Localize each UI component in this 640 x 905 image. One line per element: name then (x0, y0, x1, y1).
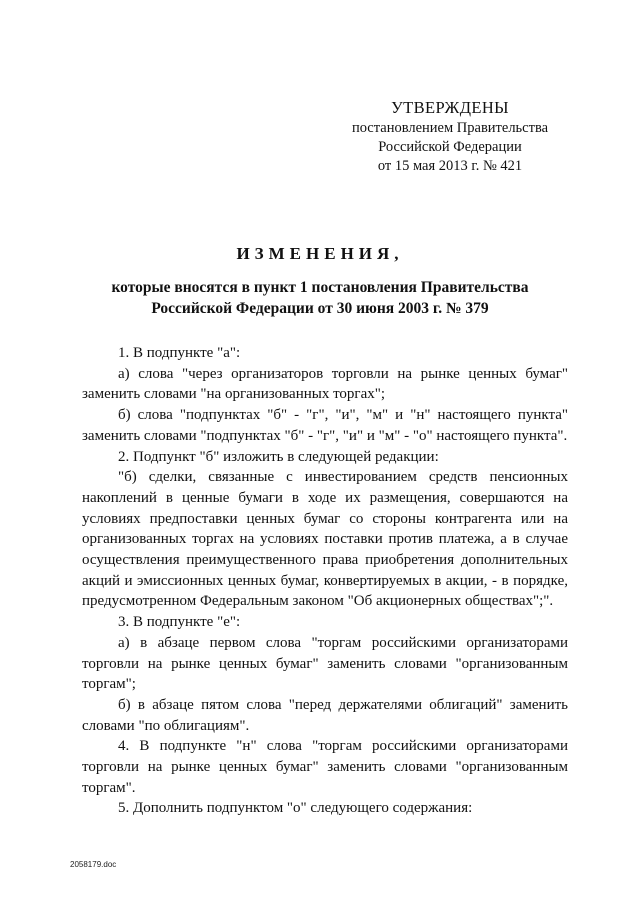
document-title-block (80, 242, 560, 319)
paragraph: "б) сделки, связанные с инвестированием средств пенсионных накоплений в ценные бумаги в ходе их размещения, совершаются на условиях предпоставки ценных бумаг со стороны контрагента или на организованных торгах на условиях поставки против платежа, а в случае осуществления преимущественного права приобретения дополнительных акций и эмиссионных ценных бумаг, конвертируемых в акции, - в порядке, предусмотренном Федеральным законом "Об акционерных обществах";". (82, 469, 568, 610)
approval-stamp-block (340, 96, 560, 176)
paragraph: 5. Дополнить подпунктом "о" следующего содержания: (118, 800, 473, 817)
document-title: ИЗМЕНЕНИЯ, (236, 244, 404, 263)
paragraph: а) в абзаце первом слова "торгам российскими организаторами торговли на рынке ценных бумаг" заменить словами "организованным торгам"; (82, 634, 568, 693)
approval-line-2: Российской Федерации (378, 139, 522, 155)
footer-filename: 2058179.doc (70, 860, 117, 869)
document-subtitle (80, 277, 560, 319)
paragraph: 4. В подпункте "н" слова "торгам российскими организаторами торговли на рынке ценных бумаг" заменить словами "организованным торгам". (82, 738, 568, 796)
paragraph: 3. В подпункте "е": (118, 614, 241, 631)
approval-heading: УТВЕРЖДЕНЫ (391, 98, 509, 117)
paragraph: 1. В подпункте "а": (118, 345, 241, 361)
approval-line-1: постановлением Правительства (351, 120, 549, 136)
paragraph: б) в абзаце пятом слова "перед держателями облигаций" заменить словами "по облигациям". (82, 696, 568, 734)
document-body (82, 343, 568, 819)
paragraph: б) слова "подпунктах "б" - "г", "и", "м" и "н" настоящего пункта" заменить словами "подпунктах "б" - "г", "и" и "м" - "о" настоящего пункта". (82, 407, 568, 444)
subtitle-line-2: Российской Федерации от 30 июня 2003 г. № 379 (151, 300, 489, 317)
subtitle-line-1: которые вносятся в пункт 1 постановления Правительства (111, 279, 529, 296)
paragraph: а) слова "через организаторов торговли на рынке ценных бумаг" заменить словами "на организованных торгах"; (82, 365, 568, 403)
paragraph: 2. Подпункт "б" изложить в следующей редакции: (118, 448, 439, 465)
approval-line-3: от 15 мая 2013 г. № 421 (377, 158, 523, 174)
